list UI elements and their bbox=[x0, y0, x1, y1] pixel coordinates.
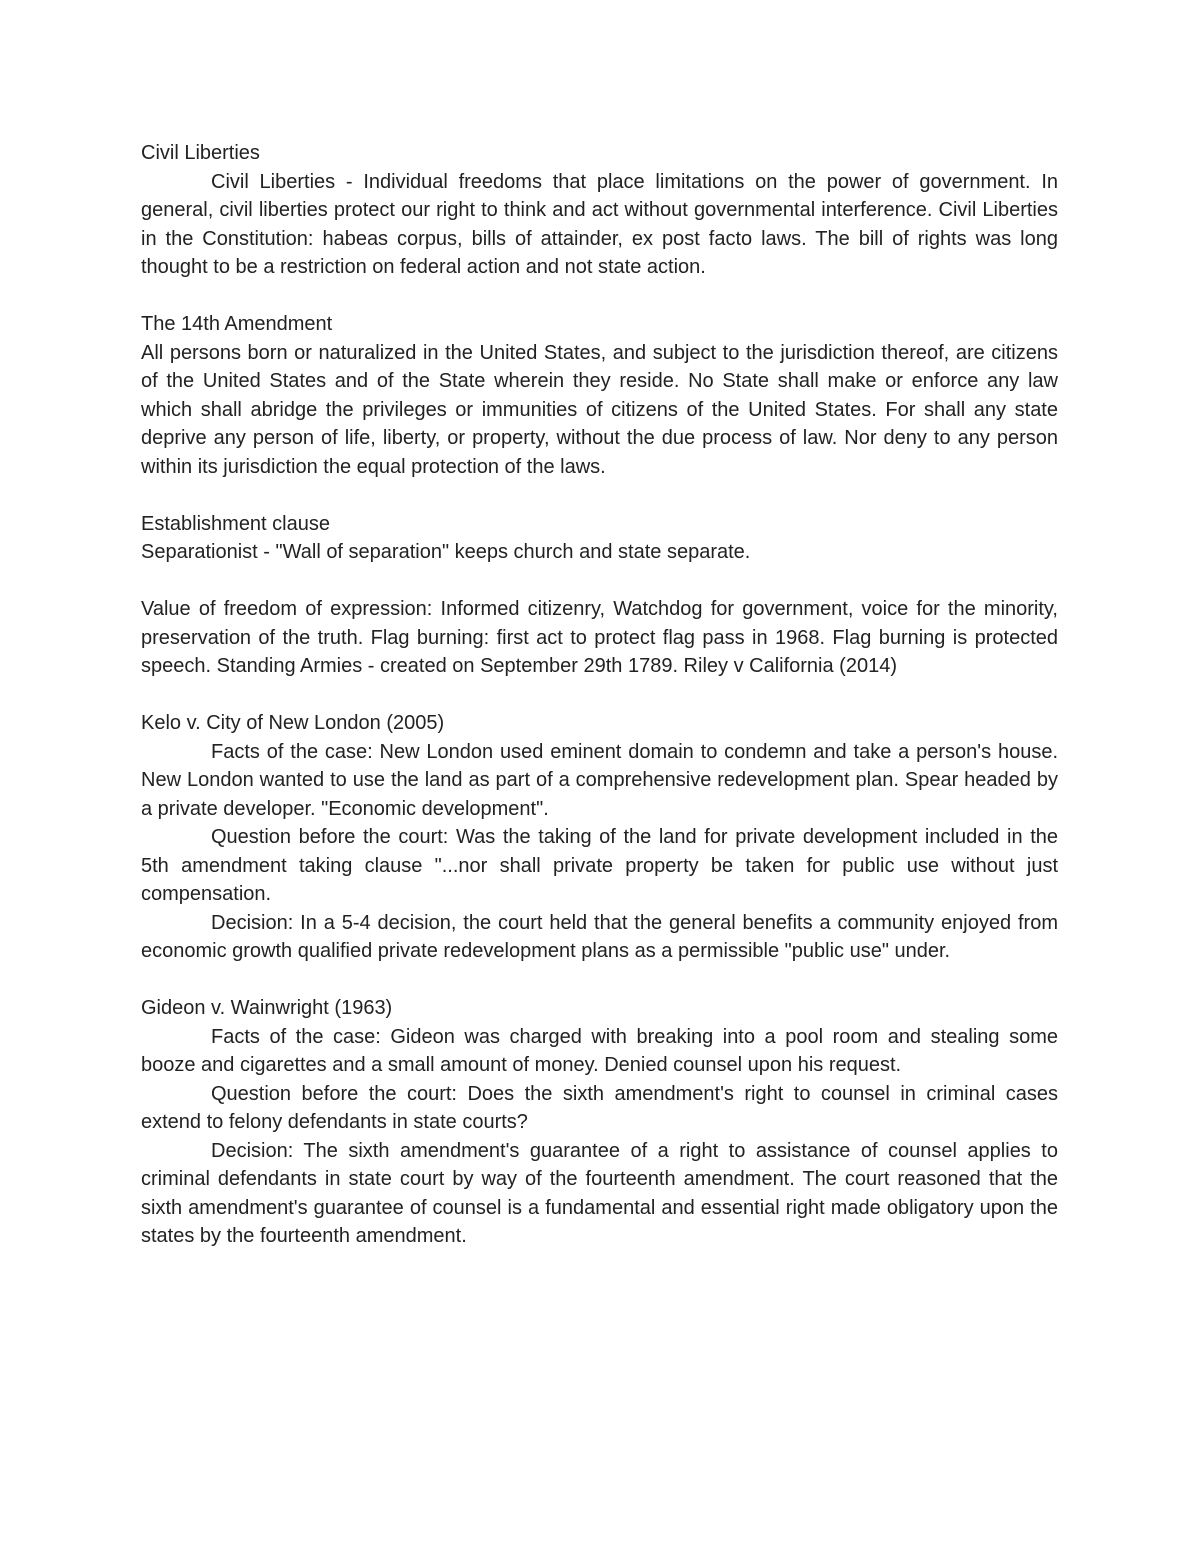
case-decision: Decision: In a 5-4 decision, the court held that the general benefits a community enjoyed from economic growth qualified private redevelopment plans as a permissible "public use" under. bbox=[141, 911, 1058, 962]
section-kelo-case bbox=[141, 709, 1058, 966]
section-heading: Establishment clause bbox=[141, 512, 330, 535]
section-establishment-clause bbox=[141, 510, 1058, 567]
section-civil-liberties bbox=[141, 139, 1058, 282]
case-question: Question before the court: Does the sixth amendment's right to counsel in criminal cases extend to felony defendants in state courts? bbox=[141, 1082, 1058, 1133]
document-page bbox=[141, 139, 1058, 1251]
case-question: Question before the court: Was the taking of the land for private development included in the 5th amendment taking clause "...nor shall private property be taken for public use without just compensation. bbox=[141, 826, 1058, 905]
case-facts: Facts of the case: Gideon was charged with breaking into a pool room and stealing some booze and cigarettes and a small amount of money. Denied counsel upon his request. bbox=[141, 1025, 1058, 1076]
section-paragraph: Separationist - "Wall of separation" keeps church and state separate. bbox=[141, 541, 751, 563]
section-paragraph: Civil Liberties - Individual freedoms that place limitations on the power of government. In general, civil liberties protect our right to think and act without governmental interference. Civil Liberties in the Constitution: habeas corpus, bills of attainder, ex post facto laws. The bill of rights was long thought to be a restriction on federal action and not state action. bbox=[141, 170, 1058, 278]
case-decision: Decision: The sixth amendment's guarantee of a right to assistance of counsel applies to criminal defendants in state court by way of the fourteenth amendment. The court reasoned that the sixth amendment's guarantee of counsel is a fundamental and essential right made obligatory upon the states by the fourteenth amendment. bbox=[141, 1139, 1058, 1247]
section-heading: Civil Liberties bbox=[141, 142, 260, 164]
section-14th-amendment bbox=[141, 310, 1058, 481]
section-freedom-of-expression bbox=[141, 595, 1058, 681]
section-gideon-case bbox=[141, 994, 1058, 1251]
case-heading: Kelo v. City of New London (2005) bbox=[141, 712, 445, 734]
case-facts: Facts of the case: New London used eminent domain to condemn and take a person's house. New London wanted to use the land as part of a comprehensive redevelopment plan. Spear headed by a private developer. "Economic development". bbox=[141, 740, 1058, 820]
section-paragraph: All persons born or naturalized in the United States, and subject to the jurisdiction thereof, are citizens of the United States and of the State wherein they reside. No State shall make or enforce any law which shall abridge the privileges or immunities of citizens of the United States. For shall any state deprive any person of life, liberty, or property, without the due process of law. Nor deny to any person within its jurisdiction the equal protection of the laws. bbox=[141, 341, 1058, 478]
case-heading: Gideon v. Wainwright (1963) bbox=[141, 997, 393, 1019]
section-paragraph: Value of freedom of expression: Informed citizenry, Watchdog for government, voice for the minority, preservation of the truth. Flag burning: first act to protect flag pass in 1968. Flag burning is protected speech. Standing Armies - created on September 29th 1789. Riley v California (2014) bbox=[141, 598, 1058, 677]
section-heading: The 14th Amendment bbox=[141, 313, 333, 335]
